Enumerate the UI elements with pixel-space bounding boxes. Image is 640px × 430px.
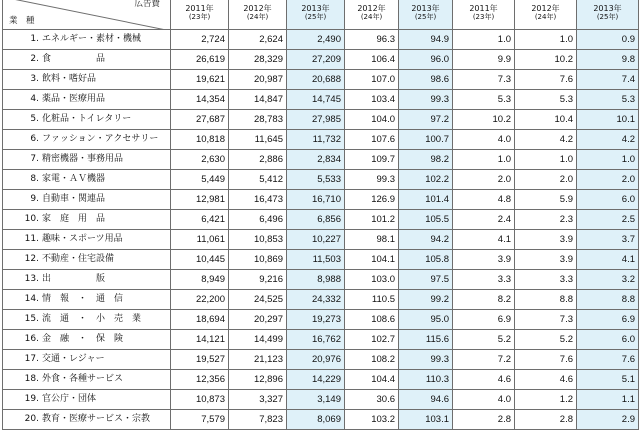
value-cell: 7,579 — [171, 410, 229, 430]
table-row — [3, 270, 639, 290]
value-cell: 1.0 — [453, 30, 515, 50]
value-cell: 99.3 — [399, 350, 453, 370]
industry-cell — [3, 210, 171, 230]
industry-number: 16. — [24, 334, 39, 344]
value-cell: 4.6 — [515, 370, 577, 390]
table-row — [3, 110, 639, 130]
header-year-8: 2013年 (25年) — [577, 0, 639, 30]
industry-name: 外食・各種サービス — [42, 374, 124, 384]
value-cell: 96.0 — [399, 50, 453, 70]
value-cell: 1.2 — [515, 390, 577, 410]
value-cell: 16,710 — [287, 190, 345, 210]
table-row — [3, 350, 639, 370]
value-cell: 110.3 — [399, 370, 453, 390]
header-corner — [3, 0, 171, 30]
industry-name: 官公庁・団体 — [42, 394, 97, 404]
industry-number: 2. — [30, 54, 39, 64]
value-cell: 98.6 — [399, 70, 453, 90]
value-cell: 104.0 — [345, 110, 399, 130]
value-cell: 2.0 — [453, 170, 515, 190]
value-cell: 103.0 — [345, 270, 399, 290]
industry-number: 9. — [30, 194, 39, 204]
industry-name: 家 庭 用 品 — [42, 214, 106, 224]
header-year-4: 2012年 (24年) — [345, 0, 399, 30]
header-row — [3, 0, 639, 30]
value-cell: 14,121 — [171, 330, 229, 350]
value-cell: 28,783 — [229, 110, 287, 130]
value-cell: 7.3 — [515, 310, 577, 330]
value-cell: 107.0 — [345, 70, 399, 90]
value-cell: 16,762 — [287, 330, 345, 350]
ad-expense-table — [2, 0, 639, 430]
table-row — [3, 250, 639, 270]
table-row — [3, 170, 639, 190]
value-cell: 27,209 — [287, 50, 345, 70]
value-cell: 4.2 — [515, 130, 577, 150]
value-cell: 12,981 — [171, 190, 229, 210]
industry-name: 教育・医療サービス・宗教 — [42, 414, 151, 424]
value-cell: 2.8 — [453, 410, 515, 430]
value-cell: 14,229 — [287, 370, 345, 390]
industry-name: 食 品 — [42, 54, 106, 64]
industry-cell — [3, 370, 171, 390]
value-cell: 2,834 — [287, 150, 345, 170]
value-cell: 97.2 — [399, 110, 453, 130]
header-industry: 業 種 — [9, 16, 35, 26]
table-body — [3, 30, 639, 430]
value-cell: 18,694 — [171, 310, 229, 330]
value-cell: 10,853 — [229, 230, 287, 250]
table-row — [3, 230, 639, 250]
value-cell: 5.2 — [453, 330, 515, 350]
value-cell: 5.3 — [577, 90, 639, 110]
header-year-2: 2012年 (24年) — [229, 0, 287, 30]
value-cell: 20,688 — [287, 70, 345, 90]
value-cell: 10,818 — [171, 130, 229, 150]
value-cell: 100.7 — [399, 130, 453, 150]
value-cell: 105.5 — [399, 210, 453, 230]
industry-number: 13. — [24, 274, 39, 284]
value-cell: 9,216 — [229, 270, 287, 290]
industry-name: エネルギー・素材・機械 — [42, 34, 142, 44]
industry-name: 出 版 — [42, 274, 106, 284]
value-cell: 4.8 — [453, 190, 515, 210]
industry-cell — [3, 110, 171, 130]
table-row — [3, 410, 639, 430]
value-cell: 3.3 — [515, 270, 577, 290]
table-row — [3, 150, 639, 170]
industry-name: 金 融 ・ 保 険 — [42, 334, 124, 344]
industry-cell — [3, 290, 171, 310]
value-cell: 20,987 — [229, 70, 287, 90]
value-cell: 7.6 — [515, 70, 577, 90]
industry-number: 10. — [24, 214, 39, 224]
value-cell: 16,473 — [229, 190, 287, 210]
value-cell: 108.6 — [345, 310, 399, 330]
industry-name: 趣味・スポーツ用品 — [42, 234, 123, 244]
value-cell: 8.8 — [515, 290, 577, 310]
header-year-7: 2012年 (24年) — [515, 0, 577, 30]
table-row — [3, 130, 639, 150]
header-year-5: 2013年 (25年) — [399, 0, 453, 30]
value-cell: 6,496 — [229, 210, 287, 230]
value-cell: 4.2 — [577, 130, 639, 150]
value-cell: 30.6 — [345, 390, 399, 410]
value-cell: 2.5 — [577, 210, 639, 230]
value-cell: 5.1 — [577, 370, 639, 390]
value-cell: 4.1 — [453, 230, 515, 250]
table-row — [3, 30, 639, 50]
header-ad-expense: 広告費 — [134, 0, 160, 9]
value-cell: 6.0 — [577, 330, 639, 350]
table-row — [3, 90, 639, 110]
value-cell: 96.3 — [345, 30, 399, 50]
value-cell: 11,645 — [229, 130, 287, 150]
value-cell: 2.0 — [577, 170, 639, 190]
value-cell: 19,621 — [171, 70, 229, 90]
industry-number: 1. — [30, 34, 39, 44]
industry-cell — [3, 350, 171, 370]
value-cell: 2.3 — [515, 210, 577, 230]
industry-number: 17. — [24, 354, 39, 364]
industry-cell — [3, 190, 171, 210]
value-cell: 3.9 — [453, 250, 515, 270]
value-cell: 1.0 — [515, 150, 577, 170]
industry-cell — [3, 170, 171, 190]
industry-number: 8. — [30, 174, 39, 184]
value-cell: 10,873 — [171, 390, 229, 410]
value-cell: 14,847 — [229, 90, 287, 110]
industry-number: 4. — [30, 94, 39, 104]
header-year-3: 2013年 (25年) — [287, 0, 345, 30]
value-cell: 5,449 — [171, 170, 229, 190]
value-cell: 103.1 — [399, 410, 453, 430]
value-cell: 103.2 — [345, 410, 399, 430]
value-cell: 8,069 — [287, 410, 345, 430]
industry-name: ファッション・アクセサリー — [42, 134, 159, 144]
value-cell: 10.2 — [515, 50, 577, 70]
table-row — [3, 50, 639, 70]
industry-cell — [3, 130, 171, 150]
value-cell: 7.4 — [577, 70, 639, 90]
industry-name: 化粧品・トイレタリー — [42, 114, 132, 124]
value-cell: 6,421 — [171, 210, 229, 230]
value-cell: 11,061 — [171, 230, 229, 250]
value-cell: 4.0 — [453, 130, 515, 150]
value-cell: 21,123 — [229, 350, 287, 370]
value-cell: 10.1 — [577, 110, 639, 130]
value-cell: 6.9 — [577, 310, 639, 330]
value-cell: 4.6 — [453, 370, 515, 390]
value-cell: 12,896 — [229, 370, 287, 390]
industry-number: 12. — [24, 254, 39, 264]
industry-cell — [3, 70, 171, 90]
value-cell: 8.2 — [453, 290, 515, 310]
value-cell: 8,949 — [171, 270, 229, 290]
value-cell: 5.2 — [515, 330, 577, 350]
value-cell: 6.0 — [577, 190, 639, 210]
industry-name: 精密機器・事務用品 — [42, 154, 124, 164]
value-cell: 3.9 — [515, 230, 577, 250]
value-cell: 95.0 — [399, 310, 453, 330]
value-cell: 14,499 — [229, 330, 287, 350]
value-cell: 11,503 — [287, 250, 345, 270]
value-cell: 7.6 — [577, 350, 639, 370]
value-cell: 102.2 — [399, 170, 453, 190]
value-cell: 6,856 — [287, 210, 345, 230]
value-cell: 14,354 — [171, 90, 229, 110]
value-cell: 9.8 — [577, 50, 639, 70]
industry-number: 7. — [30, 154, 39, 164]
value-cell: 24,525 — [229, 290, 287, 310]
value-cell: 3.2 — [577, 270, 639, 290]
table-row — [3, 190, 639, 210]
value-cell: 103.4 — [345, 90, 399, 110]
value-cell: 20,297 — [229, 310, 287, 330]
value-cell: 99.3 — [345, 170, 399, 190]
industry-cell — [3, 270, 171, 290]
value-cell: 4.1 — [577, 250, 639, 270]
industry-number: 14. — [24, 294, 39, 304]
value-cell: 0.9 — [577, 30, 639, 50]
value-cell: 7.3 — [453, 70, 515, 90]
value-cell: 8,988 — [287, 270, 345, 290]
value-cell: 8.8 — [577, 290, 639, 310]
value-cell: 1.0 — [515, 30, 577, 50]
industry-number: 18. — [24, 374, 39, 384]
table-row — [3, 310, 639, 330]
industry-name: 薬品・医療用品 — [42, 94, 106, 104]
value-cell: 5,412 — [229, 170, 287, 190]
industry-cell — [3, 310, 171, 330]
industry-number: 11. — [24, 234, 39, 244]
value-cell: 5.3 — [515, 90, 577, 110]
value-cell: 104.4 — [345, 370, 399, 390]
industry-name: 家電・ＡＶ機器 — [42, 174, 106, 184]
value-cell: 5.9 — [515, 190, 577, 210]
industry-cell — [3, 230, 171, 250]
value-cell: 105.8 — [399, 250, 453, 270]
value-cell: 3.3 — [453, 270, 515, 290]
value-cell: 1.0 — [577, 150, 639, 170]
value-cell: 1.0 — [453, 150, 515, 170]
industry-cell — [3, 30, 171, 50]
value-cell: 2,724 — [171, 30, 229, 50]
table-row — [3, 70, 639, 90]
value-cell: 6.9 — [453, 310, 515, 330]
table-row — [3, 370, 639, 390]
industry-number: 5. — [30, 114, 39, 124]
industry-cell — [3, 50, 171, 70]
value-cell: 3.7 — [577, 230, 639, 250]
value-cell: 2,490 — [287, 30, 345, 50]
industry-cell — [3, 90, 171, 110]
value-cell: 94.6 — [399, 390, 453, 410]
value-cell: 2,886 — [229, 150, 287, 170]
value-cell: 108.2 — [345, 350, 399, 370]
value-cell: 2.0 — [515, 170, 577, 190]
value-cell: 94.2 — [399, 230, 453, 250]
industry-cell — [3, 410, 171, 430]
value-cell: 99.2 — [399, 290, 453, 310]
value-cell: 10,445 — [171, 250, 229, 270]
value-cell: 11,732 — [287, 130, 345, 150]
industry-name: 情 報 ・ 通 信 — [42, 294, 124, 304]
value-cell: 19,527 — [171, 350, 229, 370]
value-cell: 102.7 — [345, 330, 399, 350]
value-cell: 26,619 — [171, 50, 229, 70]
value-cell: 22,200 — [171, 290, 229, 310]
value-cell: 12,356 — [171, 370, 229, 390]
value-cell: 7.2 — [453, 350, 515, 370]
table-row — [3, 330, 639, 350]
value-cell: 104.1 — [345, 250, 399, 270]
industry-name: 飲料・嗜好品 — [42, 74, 97, 84]
value-cell: 2,630 — [171, 150, 229, 170]
value-cell: 2.4 — [453, 210, 515, 230]
industry-cell — [3, 250, 171, 270]
value-cell: 3.9 — [515, 250, 577, 270]
value-cell: 115.6 — [399, 330, 453, 350]
value-cell: 28,329 — [229, 50, 287, 70]
header-year-1: 2011年 (23年) — [171, 0, 229, 30]
value-cell: 101.2 — [345, 210, 399, 230]
industry-name: 流 通 ・ 小 売 業 — [42, 314, 142, 324]
industry-number: 15. — [24, 314, 39, 324]
value-cell: 126.9 — [345, 190, 399, 210]
value-cell: 107.6 — [345, 130, 399, 150]
value-cell: 7,823 — [229, 410, 287, 430]
industry-cell — [3, 150, 171, 170]
value-cell: 10,227 — [287, 230, 345, 250]
value-cell: 10,869 — [229, 250, 287, 270]
industry-name: 交通・レジャー — [42, 354, 105, 364]
table-row — [3, 210, 639, 230]
value-cell: 14,745 — [287, 90, 345, 110]
value-cell: 110.5 — [345, 290, 399, 310]
industry-number: 3. — [30, 74, 39, 84]
value-cell: 101.4 — [399, 190, 453, 210]
value-cell: 10.2 — [453, 110, 515, 130]
value-cell: 97.5 — [399, 270, 453, 290]
value-cell: 2.9 — [577, 410, 639, 430]
value-cell: 4.0 — [453, 390, 515, 410]
value-cell: 27,985 — [287, 110, 345, 130]
header-year-6: 2011年 (23年) — [453, 0, 515, 30]
value-cell: 98.2 — [399, 150, 453, 170]
table-row — [3, 290, 639, 310]
value-cell: 98.1 — [345, 230, 399, 250]
value-cell: 109.7 — [345, 150, 399, 170]
value-cell: 106.4 — [345, 50, 399, 70]
value-cell: 5,533 — [287, 170, 345, 190]
value-cell: 94.9 — [399, 30, 453, 50]
industry-number: 20. — [24, 414, 39, 424]
industry-number: 19. — [24, 394, 39, 404]
value-cell: 99.3 — [399, 90, 453, 110]
value-cell: 20,976 — [287, 350, 345, 370]
value-cell: 9.9 — [453, 50, 515, 70]
industry-name: 不動産・住宅設備 — [42, 254, 115, 264]
industry-name: 自動車・関連品 — [42, 194, 106, 204]
value-cell: 1.1 — [577, 390, 639, 410]
value-cell: 5.3 — [453, 90, 515, 110]
value-cell: 2,624 — [229, 30, 287, 50]
value-cell: 24,332 — [287, 290, 345, 310]
value-cell: 3,149 — [287, 390, 345, 410]
value-cell: 27,687 — [171, 110, 229, 130]
value-cell: 10.4 — [515, 110, 577, 130]
value-cell: 3,327 — [229, 390, 287, 410]
industry-cell — [3, 330, 171, 350]
value-cell: 19,273 — [287, 310, 345, 330]
industry-number: 6. — [30, 134, 39, 144]
value-cell: 2.8 — [515, 410, 577, 430]
value-cell: 7.6 — [515, 350, 577, 370]
